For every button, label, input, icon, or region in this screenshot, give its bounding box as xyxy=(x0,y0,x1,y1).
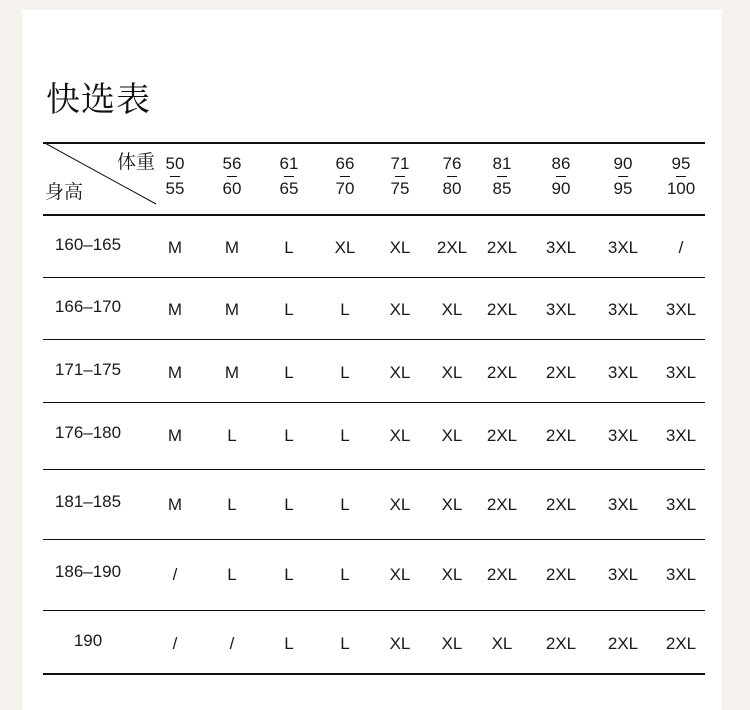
size-cell: 2XL xyxy=(486,300,518,319)
size-cell: XL xyxy=(441,565,463,584)
weight-range-max: 60 xyxy=(222,179,242,198)
weight-range-max: 65 xyxy=(279,179,299,198)
size-cell: L xyxy=(284,238,294,257)
weight-range-max: 100 xyxy=(666,179,696,198)
weight-column-header xyxy=(202,152,262,201)
size-cell: 2XL xyxy=(486,495,518,514)
size-cell: M xyxy=(167,238,183,257)
size-cell: L xyxy=(340,565,350,584)
size-cell: L xyxy=(284,634,294,653)
weight-range-min: 81 xyxy=(492,154,512,173)
size-cell: XL xyxy=(334,238,356,257)
size-cell: 2XL xyxy=(545,634,577,653)
weight-range-max: 75 xyxy=(390,179,410,198)
weight-range-max: 70 xyxy=(335,179,355,198)
size-cell: L xyxy=(227,565,237,584)
size-cell: 3XL xyxy=(607,495,639,514)
size-cell: 3XL xyxy=(545,300,577,319)
size-cell: XL xyxy=(389,426,411,445)
size-cell: 3XL xyxy=(665,426,697,445)
size-cell: 3XL xyxy=(665,300,697,319)
table-rule xyxy=(43,469,705,470)
size-cell: 2XL xyxy=(545,565,577,584)
table-rule xyxy=(43,539,705,540)
height-range-label: 171–175 xyxy=(54,360,122,379)
size-cell: 3XL xyxy=(607,565,639,584)
weight-column-header xyxy=(593,152,653,201)
size-cell: L xyxy=(284,565,294,584)
size-cell: 2XL xyxy=(545,363,577,382)
size-cell: XL xyxy=(441,300,463,319)
weight-range-min: 86 xyxy=(551,154,571,173)
size-cell: L xyxy=(227,426,237,445)
table-rule xyxy=(43,402,705,403)
size-cell: 3XL xyxy=(607,363,639,382)
size-cell: L xyxy=(340,300,350,319)
weight-range-min: 66 xyxy=(335,154,355,173)
weight-range-max: 55 xyxy=(165,179,185,198)
weight-range-min: 76 xyxy=(442,154,462,173)
weight-column-header xyxy=(315,152,375,201)
size-cell: 3XL xyxy=(545,238,577,257)
size-cell: 3XL xyxy=(607,426,639,445)
size-cell: M xyxy=(224,300,240,319)
table-rule xyxy=(43,142,705,144)
size-cell: XL xyxy=(441,363,463,382)
size-cell: 2XL xyxy=(486,363,518,382)
table-rule xyxy=(43,214,705,216)
table-rule xyxy=(43,610,705,611)
size-cell: M xyxy=(224,363,240,382)
size-cell: 2XL xyxy=(486,426,518,445)
height-range-label: 160–165 xyxy=(54,235,122,254)
size-cell: M xyxy=(167,426,183,445)
table-rule xyxy=(43,339,705,340)
size-cell: XL xyxy=(441,426,463,445)
size-cell: L xyxy=(340,634,350,653)
height-header-label: 身高 xyxy=(45,181,84,203)
size-cell: / xyxy=(229,634,235,653)
size-cell: 2XL xyxy=(665,634,697,653)
size-cell: 3XL xyxy=(665,565,697,584)
size-cell: 2XL xyxy=(607,634,639,653)
weight-range-min: 50 xyxy=(165,154,185,173)
size-cell: XL xyxy=(389,300,411,319)
weight-column-header xyxy=(651,152,711,201)
size-cell: M xyxy=(167,363,183,382)
size-cell: XL xyxy=(389,363,411,382)
size-cell: L xyxy=(340,495,350,514)
height-range-label: 186–190 xyxy=(54,562,122,581)
size-cell: 2XL xyxy=(486,565,518,584)
size-cell: M xyxy=(167,495,183,514)
weight-range-max: 95 xyxy=(613,179,633,198)
weight-range-max: 80 xyxy=(442,179,462,198)
table-rule xyxy=(43,673,705,675)
height-range-label: 166–170 xyxy=(54,297,122,316)
weight-range-min: 71 xyxy=(390,154,410,173)
weight-column-header xyxy=(531,152,591,201)
weight-range-min: 95 xyxy=(671,154,691,173)
size-cell: XL xyxy=(389,565,411,584)
height-range-label: 190 xyxy=(73,631,103,650)
weight-range-min: 90 xyxy=(613,154,633,173)
size-chart-card xyxy=(22,10,722,710)
size-cell: XL xyxy=(491,634,513,653)
size-cell: 3XL xyxy=(665,495,697,514)
height-range-label: 176–180 xyxy=(54,423,122,442)
size-cell: / xyxy=(172,634,178,653)
size-cell: 3XL xyxy=(607,300,639,319)
weight-header-label: 体重 xyxy=(117,151,156,173)
size-cell: 2XL xyxy=(436,238,468,257)
size-cell: L xyxy=(340,363,350,382)
size-cell: XL xyxy=(389,634,411,653)
size-cell: L xyxy=(284,495,294,514)
height-range-label: 181–185 xyxy=(54,492,122,511)
size-cell: M xyxy=(224,238,240,257)
size-cell: / xyxy=(172,565,178,584)
size-cell: L xyxy=(284,426,294,445)
size-cell: L xyxy=(227,495,237,514)
size-cell: L xyxy=(284,300,294,319)
size-cell: 3XL xyxy=(665,363,697,382)
weight-range-min: 56 xyxy=(222,154,242,173)
size-cell: XL xyxy=(389,495,411,514)
size-cell: 3XL xyxy=(607,238,639,257)
size-cell: XL xyxy=(389,238,411,257)
weight-column-header xyxy=(259,152,319,201)
size-cell: 2XL xyxy=(545,426,577,445)
size-cell: XL xyxy=(441,634,463,653)
size-cell: L xyxy=(340,426,350,445)
weight-range-max: 85 xyxy=(492,179,512,198)
weight-range-max: 90 xyxy=(551,179,571,198)
weight-range-min: 61 xyxy=(279,154,299,173)
table-rule xyxy=(43,277,705,278)
size-cell: 2XL xyxy=(486,238,518,257)
page-title: 快选表 xyxy=(46,80,151,120)
size-cell: M xyxy=(167,300,183,319)
size-cell: / xyxy=(678,238,684,257)
size-cell: L xyxy=(284,363,294,382)
weight-column-header xyxy=(472,152,532,201)
weight-column-header xyxy=(370,152,430,201)
size-cell: XL xyxy=(441,495,463,514)
weight-column-header xyxy=(145,152,205,201)
size-cell: 2XL xyxy=(545,495,577,514)
